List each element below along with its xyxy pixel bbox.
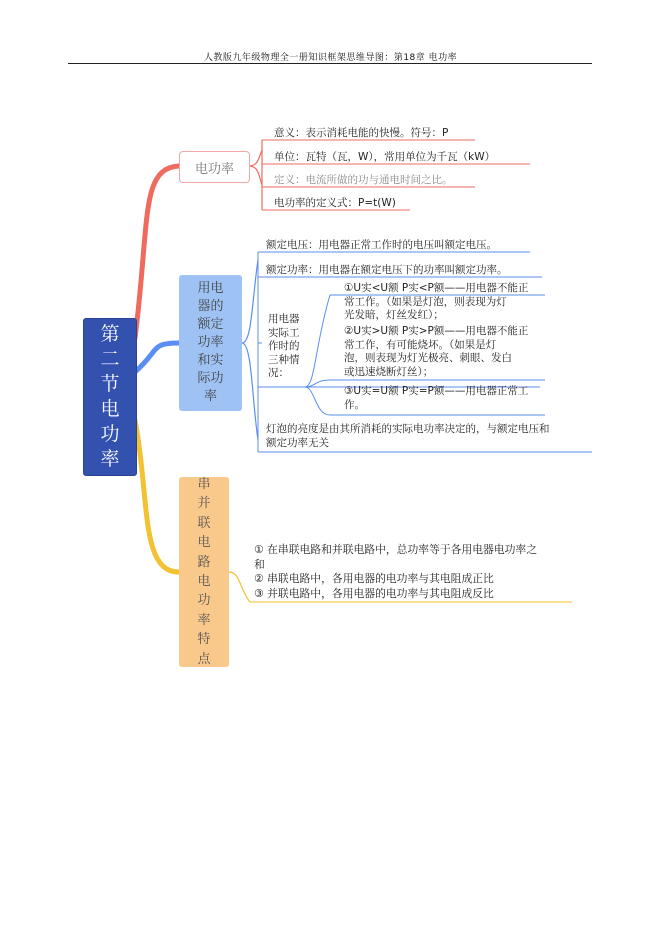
branch-label-line: 和实 [197,353,224,368]
leaf-meaning: 意义：表示消耗电能的快慢。符号：P [274,127,449,139]
cases-label-line: 三种情 [268,353,300,366]
branch-series-parallel-power [179,477,229,667]
root-char: 二 [100,348,120,370]
root-char: 第 [100,323,120,345]
case-line: 常工作，有可能烧坏。（如果是灯 [344,338,497,351]
cases-label-line: 实际工 [268,326,300,339]
branch-electric-power: 电功率 [179,151,250,183]
case-line: ②U实>U额 P实>P额——用电器不能正 [344,325,529,337]
rule-line: 和 [254,557,265,571]
root-char: 电 [100,398,120,420]
branch-label-char: 功 [197,593,211,609]
leaf-formula: 电功率的定义式：P=t(W) [274,197,396,209]
case-over-voltage [344,325,528,379]
branch-label-line: 功率 [197,335,224,350]
cases-label-line: 作时的 [268,340,300,352]
branch-label-char: 特 [197,632,211,648]
cases-label-line: 况： [268,367,289,379]
branch-rated-actual-power [179,275,242,411]
case-line: 常工作。（如果是灯泡，则表现为灯 [344,295,507,308]
root-char: 率 [100,448,120,470]
leaf-unit: 单位：瓦特（瓦，W），常用单位为千瓦（kW） [274,151,496,163]
branch-label-char: 联 [197,515,211,531]
leaf-rated-power: 额定功率：用电器在额定电压下的功率叫额定功率。 [266,264,508,276]
case-rated-voltage [344,385,528,412]
rule-line: ① 在串联电路和并联电路中，总功率等于各用电器电功率之 [254,543,538,556]
leaf-rated-voltage: 额定电压：用电器正常工作时的电压叫额定电压。 [266,239,497,251]
branch-label-char: 点 [197,651,211,667]
case-line: 或迅速烧断灯丝）； [344,365,434,378]
branch-label-char: 路 [197,554,211,570]
link-b2-cases [305,295,330,415]
branch-label-char: 电 [197,574,211,589]
leaf-series-parallel-rules [254,543,537,601]
branch-label-line: 器的 [197,299,224,314]
leaf-definition: 定义：电流所做的功与通电时间之比。 [274,174,453,186]
root-node [83,318,137,476]
case-line: ①U实<U额 P实<P额——用电器不能正 [344,282,529,294]
root-char: 节 [100,373,120,395]
branch-label-line: 际功 [197,371,224,386]
link-root-branch3 [135,420,179,572]
case-line: 泡，则表现为灯光极亮、刺眼、发白 [344,352,512,364]
branch-label-line: 率 [203,389,217,404]
cases-label-line: 用电器 [268,313,300,325]
link-b2-leaves [242,260,258,440]
link-b1-hub [248,150,262,185]
link-root-branch1 [135,166,179,338]
branch-label-char: 电 [197,535,211,551]
leaf-brightness [266,423,550,450]
rule-line: ③ 并联电路中，各用电器的电功率与其电阻成反比 [254,586,494,600]
branch-label-char: 串 [197,476,211,492]
branch-label-char: 率 [197,612,211,628]
case-line: 作。 [344,398,365,411]
brightness-line: 额定功率无关 [266,436,329,449]
branch-label-line: 用电 [197,281,224,296]
page-header: 人教版九年级物理全一册知识框架思维导图：第18章 电功率 [203,53,458,63]
rule-line: ② 串联电路中，各用电器的电功率与其电阻成正比 [254,572,494,585]
branch-label-char: 并 [197,496,211,512]
case-line: ③U实=U额 P实=P额——用电器正常工 [344,385,529,397]
root-char: 功 [100,423,120,445]
case-under-voltage [344,282,528,323]
brightness-line: 灯泡的亮度是由其所消耗的实际电功率决定的，与额定电压和 [266,423,550,435]
case-line: 光发暗，灯丝发红）； [344,309,444,321]
branch-label-line: 额定 [197,317,224,332]
link-b3-leaf [229,572,250,602]
link-root-branch2 [135,343,179,372]
cases-label [268,313,308,381]
